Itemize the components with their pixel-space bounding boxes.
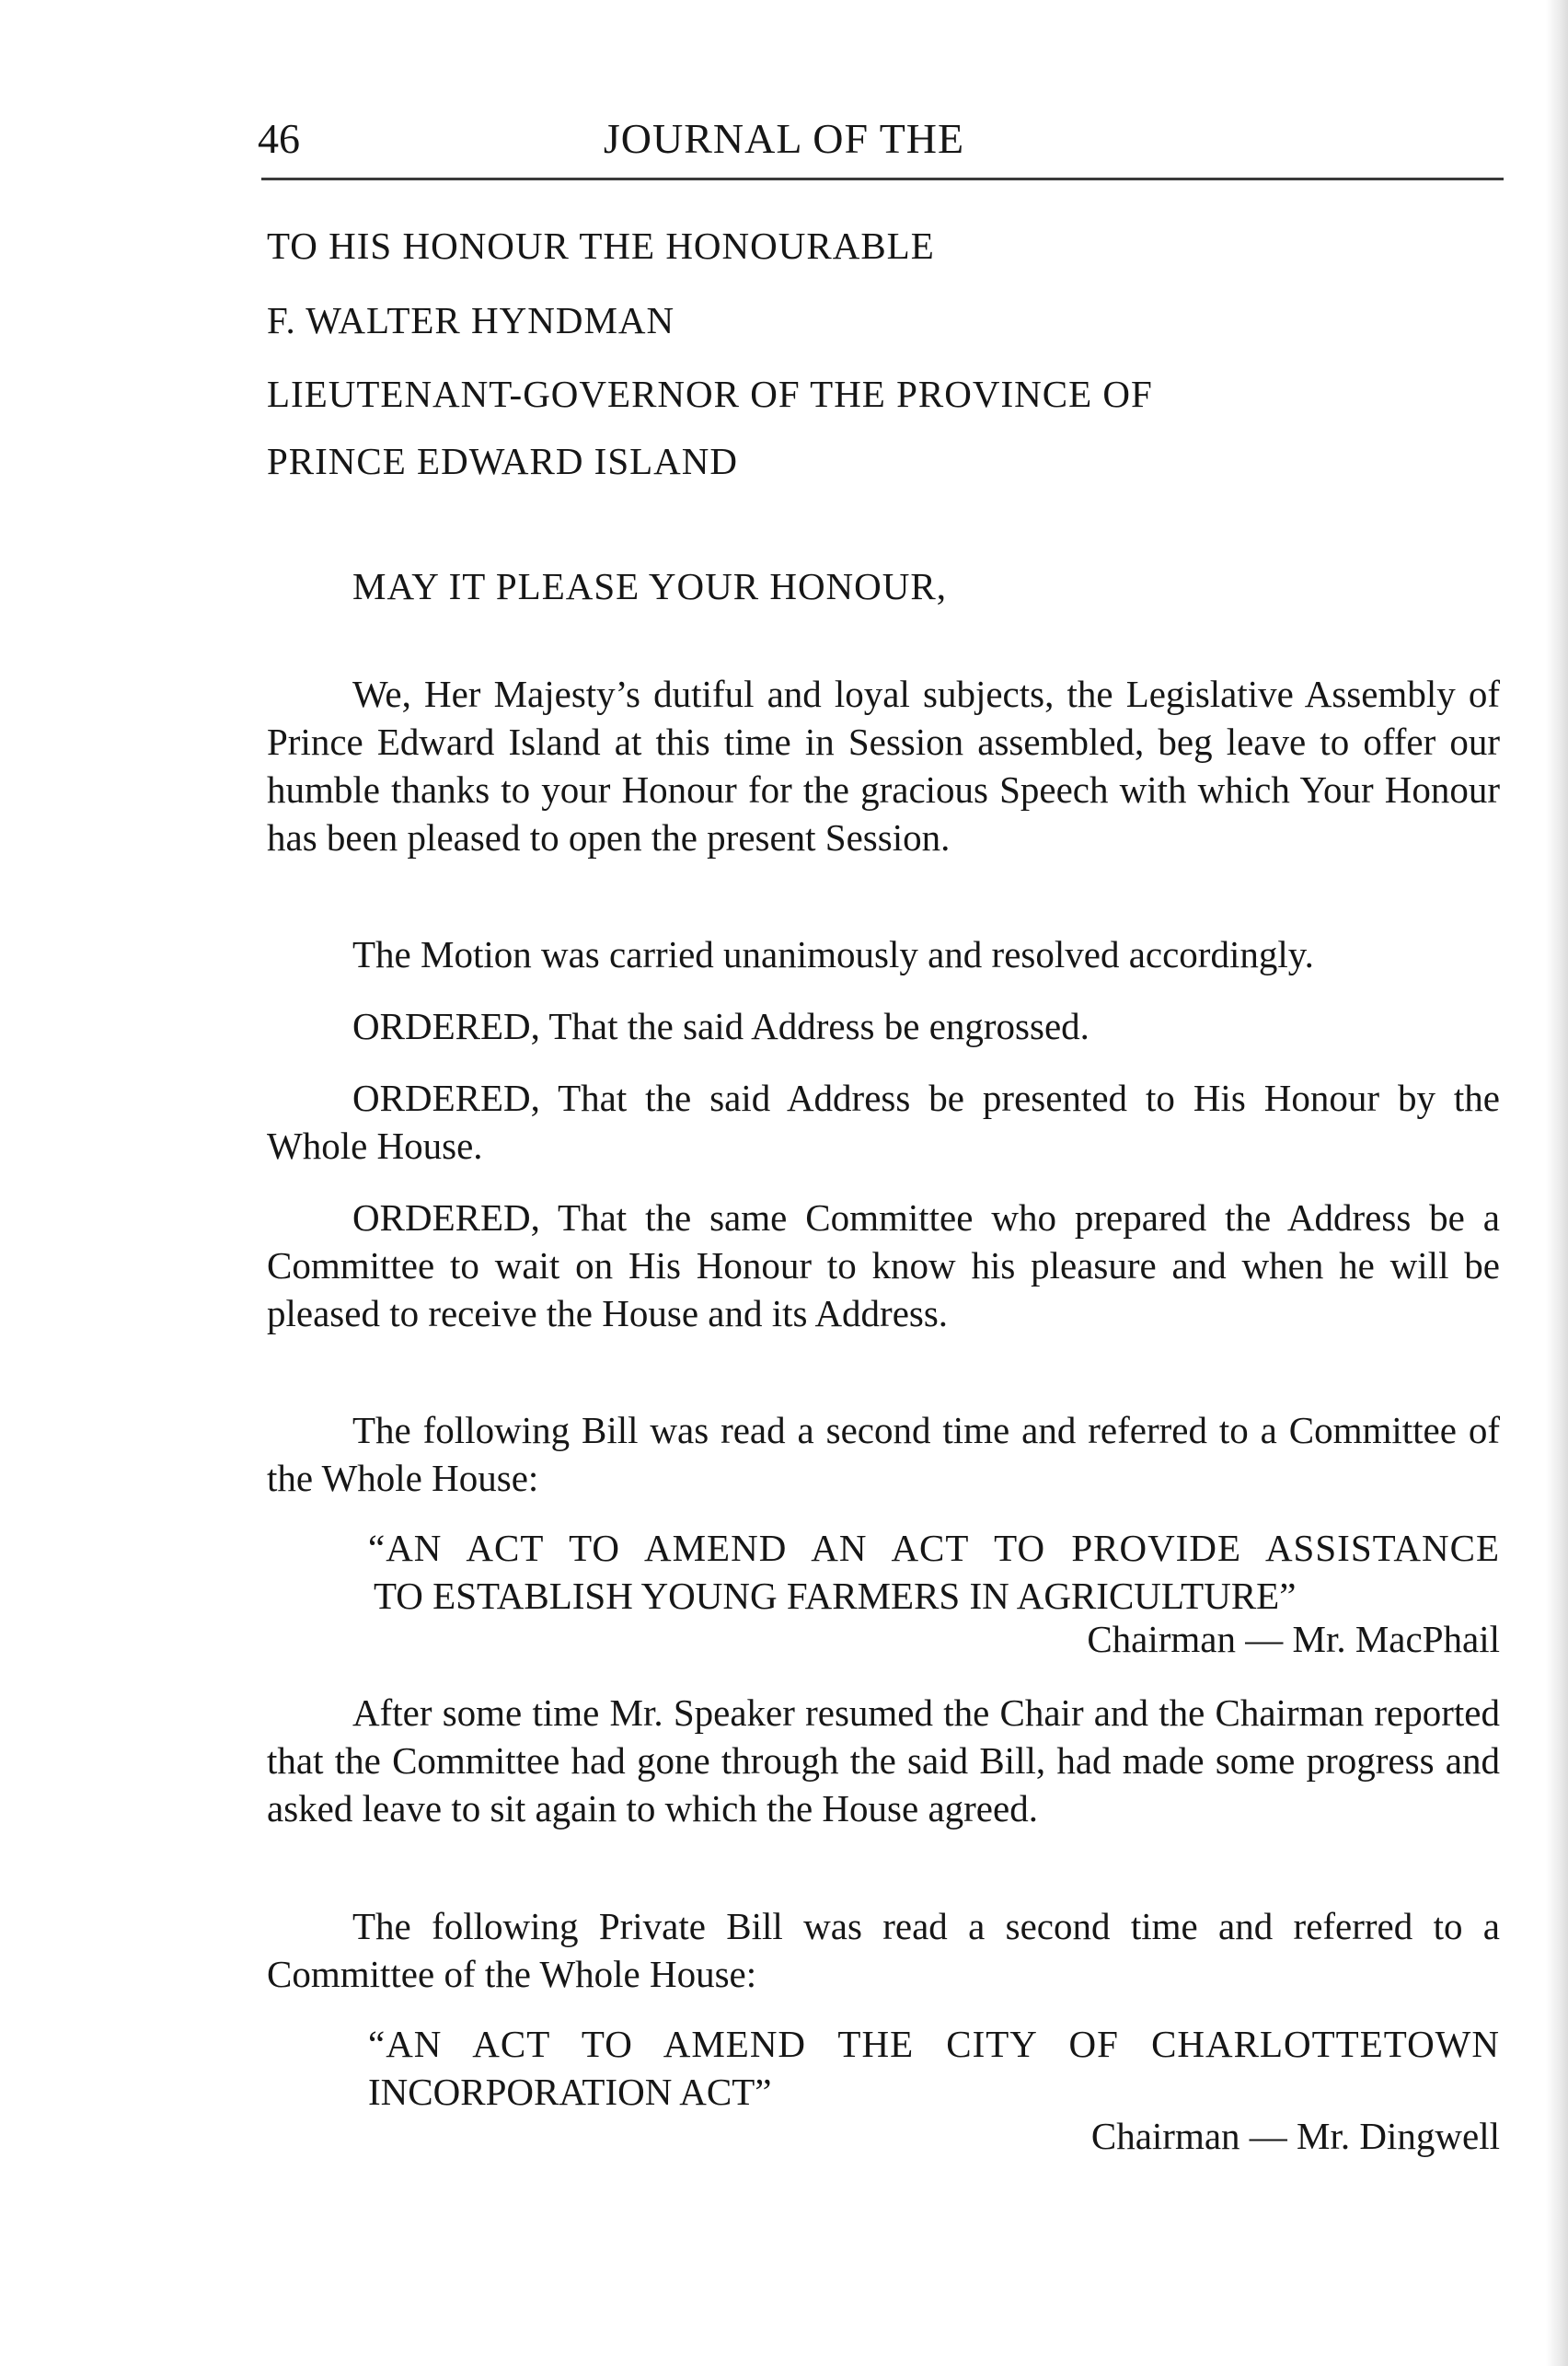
page-header <box>0 114 1568 169</box>
motion-carried-paragraph: The Motion was carried unanimously and resolved accordingly. <box>352 933 1314 975</box>
ordered-engrossed-paragraph: ORDERED, That the said Address be engrossed. <box>352 1005 1090 1047</box>
address-line-3: LIEUTENANT-GOVERNOR OF THE PROVINCE OF <box>267 373 1153 415</box>
page-edge-shadow <box>1546 0 1568 2366</box>
act-title-line-2: TO ESTABLISH YOUNG FARMERS IN AGRICULTURE” <box>374 1575 1297 1617</box>
ordered-presented-paragraph: ORDERED, That the said Address be presented to His Honour by the Whole House. <box>267 1077 1500 1167</box>
act-title-young-farmers <box>368 1524 1500 1620</box>
address-line-1: TO HIS HONOUR THE HONOURABLE <box>267 225 935 267</box>
act-title-line-1: “AN ACT TO AMEND THE CITY OF CHARLOTTETOWN <box>368 2023 1500 2065</box>
chairman-macphail: Chairman — Mr. MacPhail <box>1087 1618 1500 1660</box>
private-bill-paragraph: The following Private Bill was read a second time and referred to a Committee of the Whole House: <box>267 1905 1500 1995</box>
chairman-dingwell: Chairman — Mr. Dingwell <box>1090 2115 1500 2157</box>
address-line-2: F. WALTER HYNDMAN <box>267 299 675 341</box>
header-rule <box>261 178 1504 180</box>
act-title-charlottetown <box>368 2020 1500 2116</box>
act-title-line-1: “AN ACT TO AMEND AN ACT TO PROVIDE ASSISTANCE <box>368 1527 1500 1569</box>
bill-referred-paragraph: The following Bill was read a second time and referred to a Committee of the Whole House: <box>267 1409 1500 1499</box>
act-title-line-2: INCORPORATION ACT” <box>368 2071 772 2113</box>
committee-report-paragraph: After some time Mr. Speaker resumed the Chair and the Chairman reported that the Committee had gone through the said Bill, had made some progress and asked leave to sit again to which the House agreed. <box>267 1691 1500 1829</box>
page-number: 46 <box>258 115 300 162</box>
running-head: JOURNAL OF THE <box>603 115 965 162</box>
ordered-committee-paragraph: ORDERED, That the same Committee who prepared the Address be a Committee to wait on His Honour to know his pleasure and when he will be pleased to receive the House and its Address. <box>267 1196 1500 1334</box>
address-paragraph: We, Her Majesty’s dutiful and loyal subjects, the Legislative Assembly of Prince Edward Island at this time in Session assembled, beg leave to offer our humble thanks to your Honour for the gracious Speech with which Your Honour has been pleased to open the present Session. <box>267 673 1500 859</box>
salutation: MAY IT PLEASE YOUR HONOUR, <box>352 565 947 607</box>
address-line-4: PRINCE EDWARD ISLAND <box>267 440 738 482</box>
